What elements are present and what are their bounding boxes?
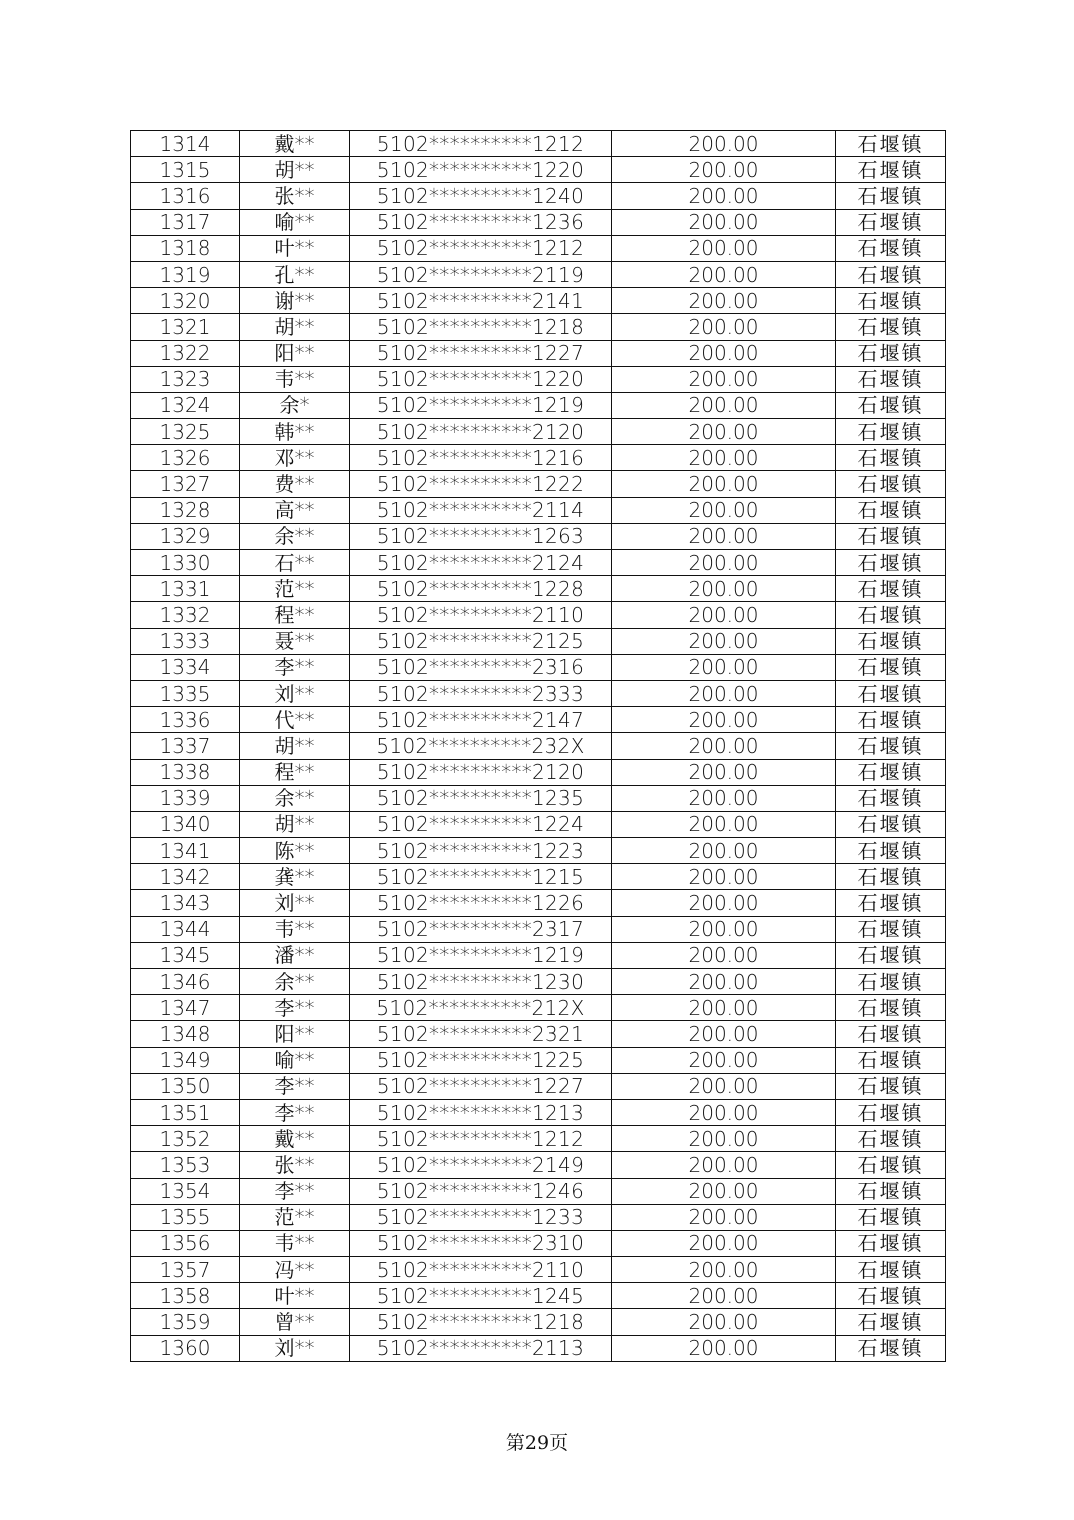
table-row (131, 523, 946, 549)
table-row (131, 1204, 946, 1230)
table-row (131, 811, 946, 837)
town-cell: 石堰镇 (836, 1230, 946, 1256)
town-cell: 石堰镇 (836, 131, 946, 157)
name-cell: 石** (240, 550, 350, 576)
table-row (131, 628, 946, 654)
name-cell: 韦** (240, 1230, 350, 1256)
id-number-cell: 5102**********1246 (350, 1178, 612, 1204)
table-row (131, 680, 946, 706)
id-number-cell: 5102**********1219 (350, 942, 612, 968)
amount-cell: 200.00 (612, 419, 836, 445)
amount-cell: 200.00 (612, 1335, 836, 1361)
serial-number-cell: 1348 (131, 1021, 240, 1047)
amount-cell: 200.00 (612, 157, 836, 183)
id-number-cell: 5102**********1220 (350, 157, 612, 183)
id-number-cell: 5102**********1212 (350, 1126, 612, 1152)
serial-number-cell: 1352 (131, 1126, 240, 1152)
serial-number-cell: 1355 (131, 1204, 240, 1230)
table-row (131, 1309, 946, 1335)
serial-number-cell: 1323 (131, 366, 240, 392)
table-row (131, 1073, 946, 1099)
town-cell: 石堰镇 (836, 602, 946, 628)
name-cell: 胡** (240, 157, 350, 183)
town-cell: 石堰镇 (836, 1257, 946, 1283)
name-cell: 李** (240, 995, 350, 1021)
table-row (131, 209, 946, 235)
serial-number-cell: 1331 (131, 576, 240, 602)
table-row (131, 340, 946, 366)
table-row (131, 1283, 946, 1309)
serial-number-cell: 1337 (131, 733, 240, 759)
id-number-cell: 5102**********2321 (350, 1021, 612, 1047)
serial-number-cell: 1335 (131, 680, 240, 706)
amount-cell: 200.00 (612, 864, 836, 890)
name-cell: 潘** (240, 942, 350, 968)
id-number-cell: 5102**********2110 (350, 1257, 612, 1283)
amount-cell: 200.00 (612, 288, 836, 314)
amount-cell: 200.00 (612, 602, 836, 628)
name-cell: 刘** (240, 1335, 350, 1361)
id-number-cell: 5102**********1215 (350, 864, 612, 890)
table-row (131, 235, 946, 261)
table-row (131, 654, 946, 680)
name-cell: 李** (240, 1099, 350, 1125)
town-cell: 石堰镇 (836, 235, 946, 261)
town-cell: 石堰镇 (836, 471, 946, 497)
name-cell: 余** (240, 785, 350, 811)
table-row (131, 471, 946, 497)
town-cell: 石堰镇 (836, 1099, 946, 1125)
town-cell: 石堰镇 (836, 1126, 946, 1152)
table-row (131, 419, 946, 445)
id-number-cell: 5102**********1225 (350, 1047, 612, 1073)
town-cell: 石堰镇 (836, 707, 946, 733)
serial-number-cell: 1350 (131, 1073, 240, 1099)
id-number-cell: 5102**********1219 (350, 392, 612, 418)
id-number-cell: 5102**********1228 (350, 576, 612, 602)
table-row (131, 1126, 946, 1152)
amount-cell: 200.00 (612, 392, 836, 418)
id-number-cell: 5102**********2120 (350, 759, 612, 785)
town-cell: 石堰镇 (836, 576, 946, 602)
table-row (131, 916, 946, 942)
id-number-cell: 5102**********1222 (350, 471, 612, 497)
table-row (131, 576, 946, 602)
amount-cell: 200.00 (612, 1126, 836, 1152)
table-row (131, 785, 946, 811)
name-cell: 阳** (240, 340, 350, 366)
amount-cell: 200.00 (612, 1178, 836, 1204)
town-cell: 石堰镇 (836, 445, 946, 471)
table-row (131, 131, 946, 157)
id-number-cell: 5102**********1216 (350, 445, 612, 471)
id-number-cell: 5102**********2120 (350, 419, 612, 445)
name-cell: 刘** (240, 890, 350, 916)
serial-number-cell: 1315 (131, 157, 240, 183)
id-number-cell: 5102**********1240 (350, 183, 612, 209)
serial-number-cell: 1314 (131, 131, 240, 157)
town-cell: 石堰镇 (836, 1021, 946, 1047)
id-number-cell: 5102**********1218 (350, 314, 612, 340)
town-cell: 石堰镇 (836, 419, 946, 445)
town-cell: 石堰镇 (836, 261, 946, 287)
town-cell: 石堰镇 (836, 1204, 946, 1230)
name-cell: 余** (240, 969, 350, 995)
name-cell: 叶** (240, 235, 350, 261)
serial-number-cell: 1354 (131, 1178, 240, 1204)
id-number-cell: 5102**********212X (350, 995, 612, 1021)
town-cell: 石堰镇 (836, 209, 946, 235)
name-cell: 李** (240, 1178, 350, 1204)
serial-number-cell: 1351 (131, 1099, 240, 1125)
id-number-cell: 5102**********1235 (350, 785, 612, 811)
name-cell: 高** (240, 497, 350, 523)
town-cell: 石堰镇 (836, 497, 946, 523)
town-cell: 石堰镇 (836, 680, 946, 706)
id-number-cell: 5102**********2141 (350, 288, 612, 314)
id-number-cell: 5102**********232X (350, 733, 612, 759)
town-cell: 石堰镇 (836, 314, 946, 340)
table-row (131, 1335, 946, 1361)
name-cell: 阳** (240, 1021, 350, 1047)
table-row (131, 445, 946, 471)
amount-cell: 200.00 (612, 1257, 836, 1283)
table-row (131, 1152, 946, 1178)
name-cell: 叶** (240, 1283, 350, 1309)
id-number-cell: 5102**********1223 (350, 838, 612, 864)
id-number-cell: 5102**********1230 (350, 969, 612, 995)
serial-number-cell: 1330 (131, 550, 240, 576)
name-cell: 费** (240, 471, 350, 497)
name-cell: 谢** (240, 288, 350, 314)
id-number-cell: 5102**********1212 (350, 235, 612, 261)
table-row (131, 1047, 946, 1073)
town-cell: 石堰镇 (836, 785, 946, 811)
id-number-cell: 5102**********2147 (350, 707, 612, 733)
table-row (131, 497, 946, 523)
town-cell: 石堰镇 (836, 890, 946, 916)
town-cell: 石堰镇 (836, 864, 946, 890)
id-number-cell: 5102**********1220 (350, 366, 612, 392)
table-row (131, 707, 946, 733)
name-cell: 胡** (240, 314, 350, 340)
table-row (131, 1099, 946, 1125)
amount-cell: 200.00 (612, 366, 836, 392)
id-number-cell: 5102**********1227 (350, 340, 612, 366)
amount-cell: 200.00 (612, 1230, 836, 1256)
page-number: 第29页 (505, 1432, 569, 1454)
name-cell: 戴** (240, 131, 350, 157)
amount-cell: 200.00 (612, 445, 836, 471)
serial-number-cell: 1316 (131, 183, 240, 209)
serial-number-cell: 1325 (131, 419, 240, 445)
amount-cell: 200.00 (612, 1283, 836, 1309)
id-number-cell: 5102**********2119 (350, 261, 612, 287)
id-number-cell: 5102**********1213 (350, 1099, 612, 1125)
amount-cell: 200.00 (612, 838, 836, 864)
id-number-cell: 5102**********1218 (350, 1309, 612, 1335)
id-number-cell: 5102**********2125 (350, 628, 612, 654)
table-row (131, 392, 946, 418)
town-cell: 石堰镇 (836, 340, 946, 366)
table-body (131, 131, 946, 1362)
id-number-cell: 5102**********1212 (350, 131, 612, 157)
serial-number-cell: 1345 (131, 942, 240, 968)
name-cell: 喻** (240, 1047, 350, 1073)
amount-cell: 200.00 (612, 654, 836, 680)
serial-number-cell: 1319 (131, 261, 240, 287)
amount-cell: 200.00 (612, 759, 836, 785)
table-row (131, 314, 946, 340)
amount-cell: 200.00 (612, 471, 836, 497)
town-cell: 石堰镇 (836, 157, 946, 183)
id-number-cell: 5102**********1233 (350, 1204, 612, 1230)
town-cell: 石堰镇 (836, 995, 946, 1021)
town-cell: 石堰镇 (836, 759, 946, 785)
town-cell: 石堰镇 (836, 366, 946, 392)
name-cell: 韩** (240, 419, 350, 445)
serial-number-cell: 1339 (131, 785, 240, 811)
amount-cell: 200.00 (612, 261, 836, 287)
name-cell: 张** (240, 183, 350, 209)
name-cell: 孔** (240, 261, 350, 287)
serial-number-cell: 1347 (131, 995, 240, 1021)
name-cell: 余** (240, 523, 350, 549)
amount-cell: 200.00 (612, 497, 836, 523)
serial-number-cell: 1340 (131, 811, 240, 837)
amount-cell: 200.00 (612, 523, 836, 549)
id-number-cell: 5102**********2317 (350, 916, 612, 942)
amount-cell: 200.00 (612, 576, 836, 602)
table-row (131, 1021, 946, 1047)
name-cell: 聂** (240, 628, 350, 654)
table-row (131, 1230, 946, 1256)
id-number-cell: 5102**********1227 (350, 1073, 612, 1099)
name-cell: 李** (240, 654, 350, 680)
table-row (131, 969, 946, 995)
serial-number-cell: 1326 (131, 445, 240, 471)
table-row (131, 261, 946, 287)
amount-cell: 200.00 (612, 209, 836, 235)
town-cell: 石堰镇 (836, 550, 946, 576)
id-number-cell: 5102**********2149 (350, 1152, 612, 1178)
name-cell: 范** (240, 1204, 350, 1230)
amount-cell: 200.00 (612, 1204, 836, 1230)
name-cell: 李** (240, 1073, 350, 1099)
serial-number-cell: 1320 (131, 288, 240, 314)
town-cell: 石堰镇 (836, 1335, 946, 1361)
table-row (131, 602, 946, 628)
name-cell: 程** (240, 602, 350, 628)
serial-number-cell: 1360 (131, 1335, 240, 1361)
amount-cell: 200.00 (612, 1021, 836, 1047)
id-number-cell: 5102**********2333 (350, 680, 612, 706)
id-number-cell: 5102**********1224 (350, 811, 612, 837)
id-number-cell: 5102**********2114 (350, 497, 612, 523)
table-row (131, 366, 946, 392)
id-number-cell: 5102**********1263 (350, 523, 612, 549)
serial-number-cell: 1344 (131, 916, 240, 942)
town-cell: 石堰镇 (836, 1073, 946, 1099)
town-cell: 石堰镇 (836, 1283, 946, 1309)
serial-number-cell: 1334 (131, 654, 240, 680)
table-row (131, 838, 946, 864)
serial-number-cell: 1324 (131, 392, 240, 418)
amount-cell: 200.00 (612, 969, 836, 995)
id-number-cell: 5102**********2310 (350, 1230, 612, 1256)
serial-number-cell: 1346 (131, 969, 240, 995)
town-cell: 石堰镇 (836, 183, 946, 209)
amount-cell: 200.00 (612, 1073, 836, 1099)
serial-number-cell: 1322 (131, 340, 240, 366)
name-cell: 冯** (240, 1257, 350, 1283)
amount-cell: 200.00 (612, 1152, 836, 1178)
name-cell: 龚** (240, 864, 350, 890)
amount-cell: 200.00 (612, 1047, 836, 1073)
serial-number-cell: 1317 (131, 209, 240, 235)
serial-number-cell: 1328 (131, 497, 240, 523)
table-row (131, 864, 946, 890)
serial-number-cell: 1329 (131, 523, 240, 549)
town-cell: 石堰镇 (836, 838, 946, 864)
serial-number-cell: 1349 (131, 1047, 240, 1073)
name-cell: 刘** (240, 680, 350, 706)
amount-cell: 200.00 (612, 235, 836, 261)
name-cell: 代** (240, 707, 350, 733)
table-row (131, 288, 946, 314)
table-row (131, 1178, 946, 1204)
serial-number-cell: 1357 (131, 1257, 240, 1283)
amount-cell: 200.00 (612, 733, 836, 759)
table-row (131, 942, 946, 968)
amount-cell: 200.00 (612, 1099, 836, 1125)
amount-cell: 200.00 (612, 995, 836, 1021)
id-number-cell: 5102**********2124 (350, 550, 612, 576)
table-row (131, 183, 946, 209)
amount-cell: 200.00 (612, 707, 836, 733)
serial-number-cell: 1333 (131, 628, 240, 654)
id-number-cell: 5102**********1245 (350, 1283, 612, 1309)
town-cell: 石堰镇 (836, 916, 946, 942)
name-cell: 胡** (240, 733, 350, 759)
amount-cell: 200.00 (612, 680, 836, 706)
name-cell: 戴** (240, 1126, 350, 1152)
serial-number-cell: 1338 (131, 759, 240, 785)
town-cell: 石堰镇 (836, 1309, 946, 1335)
name-cell: 韦** (240, 916, 350, 942)
town-cell: 石堰镇 (836, 1178, 946, 1204)
id-number-cell: 5102**********1226 (350, 890, 612, 916)
name-cell: 余* (240, 392, 350, 418)
name-cell: 张** (240, 1152, 350, 1178)
id-number-cell: 5102**********2113 (350, 1335, 612, 1361)
amount-cell: 200.00 (612, 1309, 836, 1335)
serial-number-cell: 1336 (131, 707, 240, 733)
town-cell: 石堰镇 (836, 811, 946, 837)
subsidy-table (130, 130, 946, 1362)
amount-cell: 200.00 (612, 183, 836, 209)
serial-number-cell: 1342 (131, 864, 240, 890)
town-cell: 石堰镇 (836, 1152, 946, 1178)
town-cell: 石堰镇 (836, 288, 946, 314)
id-number-cell: 5102**********2316 (350, 654, 612, 680)
town-cell: 石堰镇 (836, 628, 946, 654)
amount-cell: 200.00 (612, 550, 836, 576)
table-row (131, 1257, 946, 1283)
town-cell: 石堰镇 (836, 969, 946, 995)
serial-number-cell: 1327 (131, 471, 240, 497)
serial-number-cell: 1318 (131, 235, 240, 261)
name-cell: 喻** (240, 209, 350, 235)
serial-number-cell: 1359 (131, 1309, 240, 1335)
amount-cell: 200.00 (612, 811, 836, 837)
name-cell: 胡** (240, 811, 350, 837)
table-row (131, 550, 946, 576)
name-cell: 邓** (240, 445, 350, 471)
name-cell: 程** (240, 759, 350, 785)
table-row (131, 733, 946, 759)
amount-cell: 200.00 (612, 628, 836, 654)
town-cell: 石堰镇 (836, 654, 946, 680)
amount-cell: 200.00 (612, 340, 836, 366)
name-cell: 韦** (240, 366, 350, 392)
table-row (131, 890, 946, 916)
serial-number-cell: 1332 (131, 602, 240, 628)
amount-cell: 200.00 (612, 890, 836, 916)
amount-cell: 200.00 (612, 916, 836, 942)
serial-number-cell: 1358 (131, 1283, 240, 1309)
table-row (131, 157, 946, 183)
table-row (131, 759, 946, 785)
serial-number-cell: 1341 (131, 838, 240, 864)
serial-number-cell: 1353 (131, 1152, 240, 1178)
amount-cell: 200.00 (612, 785, 836, 811)
town-cell: 石堰镇 (836, 523, 946, 549)
amount-cell: 200.00 (612, 314, 836, 340)
town-cell: 石堰镇 (836, 942, 946, 968)
town-cell: 石堰镇 (836, 1047, 946, 1073)
serial-number-cell: 1356 (131, 1230, 240, 1256)
id-number-cell: 5102**********2110 (350, 602, 612, 628)
id-number-cell: 5102**********1236 (350, 209, 612, 235)
amount-cell: 200.00 (612, 942, 836, 968)
name-cell: 范** (240, 576, 350, 602)
name-cell: 陈** (240, 838, 350, 864)
name-cell: 曾** (240, 1309, 350, 1335)
amount-cell: 200.00 (612, 131, 836, 157)
town-cell: 石堰镇 (836, 733, 946, 759)
town-cell: 石堰镇 (836, 392, 946, 418)
serial-number-cell: 1321 (131, 314, 240, 340)
serial-number-cell: 1343 (131, 890, 240, 916)
table-row (131, 995, 946, 1021)
